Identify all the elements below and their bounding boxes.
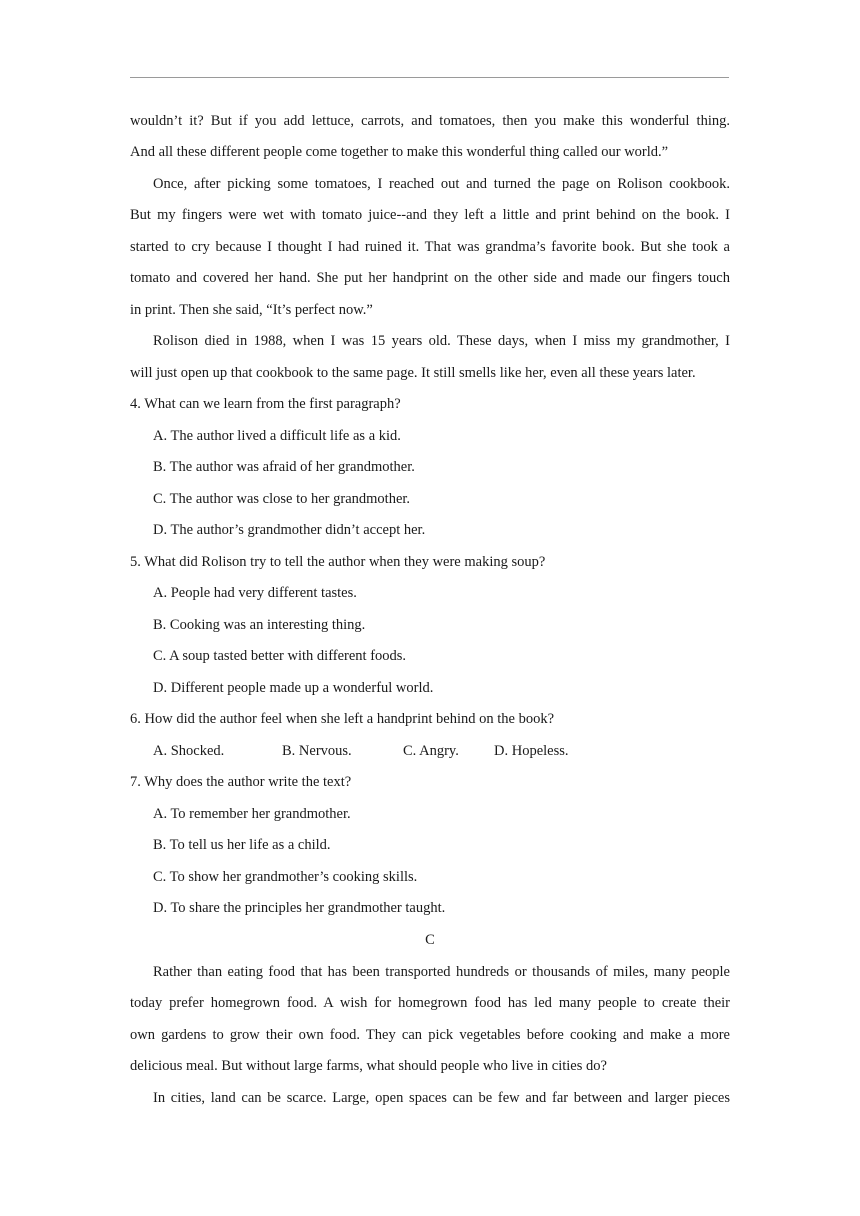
answer-option: A. Shocked. <box>153 743 225 759</box>
passage-line: wouldn’t it? But if you add lettuce, carrots, and tomatoes, then you make this wonderful thing. <box>130 113 730 129</box>
answer-option: C. A soup tasted better with different foods. <box>153 648 407 664</box>
passage-line: In cities, land can be scarce. Large, open spaces can be few and far between and larger pieces <box>153 1090 730 1106</box>
answer-option: D. To share the principles her grandmother taught. <box>153 900 446 916</box>
passage-line: delicious meal. But without large farms, what should people who live in cities do? <box>130 1058 607 1074</box>
answer-option: C. To show her grandmother’s cooking skills. <box>153 869 418 885</box>
question-stem: 5. What did Rolison try to tell the author when they were making soup? <box>130 554 546 570</box>
answer-option: B. The author was afraid of her grandmother. <box>153 459 415 475</box>
answer-option: C. Angry. <box>403 743 459 759</box>
header-rule <box>130 77 729 78</box>
passage-line: tomato and covered her hand. She put her handprint on the other side and made our fingers touch <box>130 270 730 286</box>
answer-option: D. Different people made up a wonderful world. <box>153 680 434 696</box>
answer-option: B. To tell us her life as a child. <box>153 837 331 853</box>
answer-option: B. Nervous. <box>282 743 352 759</box>
answer-option: D. The author’s grandmother didn’t accept her. <box>153 522 426 538</box>
passage-line: will just open up that cookbook to the same page. It still smells like her, even all these years later. <box>130 365 696 381</box>
passage-line: own gardens to grow their own food. They can pick vegetables before cooking and make a more <box>130 1027 730 1043</box>
section-heading: C <box>425 932 435 948</box>
question-stem: 6. How did the author feel when she left a handprint behind on the book? <box>130 711 555 727</box>
question-stem: 4. What can we learn from the first paragraph? <box>130 396 401 412</box>
answer-option: D. Hopeless. <box>494 743 569 759</box>
answer-option: B. Cooking was an interesting thing. <box>153 617 366 633</box>
answer-option: A. People had very different tastes. <box>153 585 357 601</box>
passage-line: Rather than eating food that has been transported hundreds or thousands of miles, many people <box>153 964 730 980</box>
passage-line: started to cry because I thought I had ruined it. That was grandma’s favorite book. But she took a <box>130 239 730 255</box>
passage-line: today prefer homegrown food. A wish for homegrown food has led many people to create their <box>130 995 730 1011</box>
passage-line: Rolison died in 1988, when I was 15 years old. These days, when I miss my grandmother, I <box>153 333 730 349</box>
passage-line: Once, after picking some tomatoes, I reached out and turned the page on Rolison cookbook. <box>153 176 730 192</box>
answer-options-row <box>153 742 753 760</box>
answer-option: A. The author lived a difficult life as a kid. <box>153 428 401 444</box>
answer-option: A. To remember her grandmother. <box>153 806 351 822</box>
passage-line: in print. Then she said, “It’s perfect now.” <box>130 302 373 318</box>
passage-line: And all these different people come together to make this wonderful thing called our world.” <box>130 144 669 160</box>
question-stem: 7. Why does the author write the text? <box>130 774 352 790</box>
answer-option: C. The author was close to her grandmother. <box>153 491 411 507</box>
passage-line: But my fingers were wet with tomato juice--and they left a little and print behind on the book. I <box>130 207 730 223</box>
